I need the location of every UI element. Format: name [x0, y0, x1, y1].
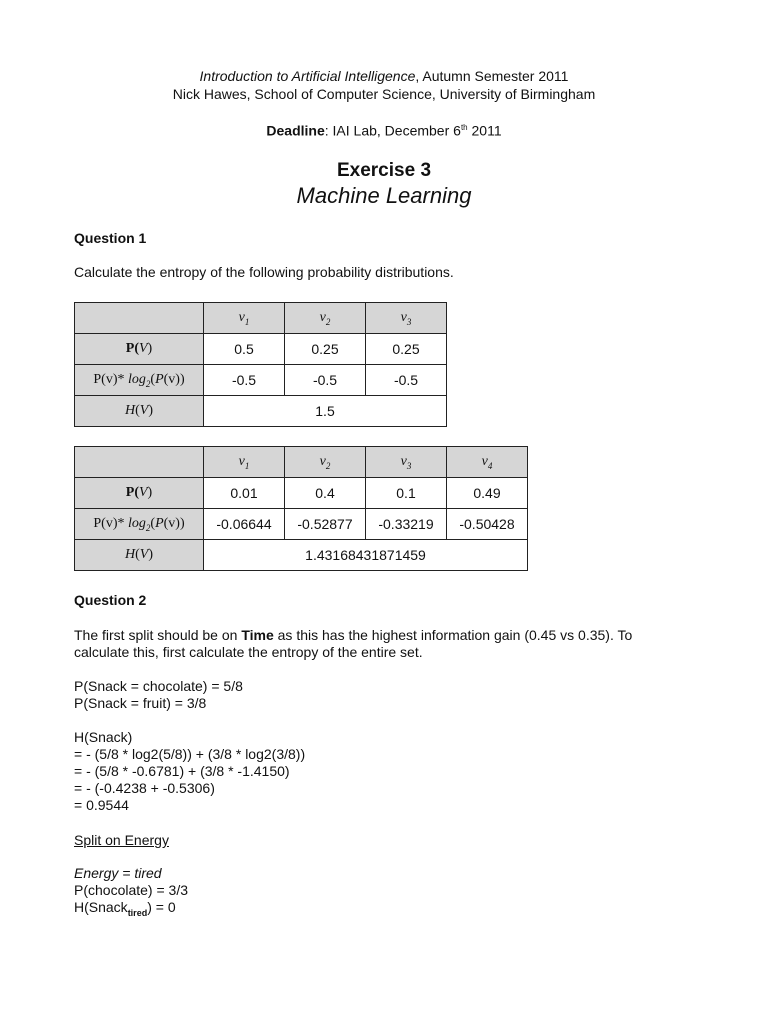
deadline-text: : IAI Lab, December 6 — [324, 122, 461, 139]
table-cell: -0.50428 — [447, 509, 528, 540]
calc-line: = - (5/8 * log2(5/8)) + (3/8 * log2(3/8)) — [74, 746, 306, 762]
col-header: $v_1$ — [204, 447, 285, 478]
table-cell: 0.25 — [285, 334, 366, 365]
table-header-row — [75, 447, 528, 478]
deadline-label: Deadline — [266, 122, 325, 139]
author-line: Nick Hawes, School of Computer Science, University of Birmingham — [172, 86, 596, 102]
semester: , Autumn Semester 2011 — [415, 68, 569, 84]
question-2-heading: Question 2 — [74, 592, 147, 608]
para-bold: Time — [241, 627, 274, 643]
table-cell: 0.5 — [204, 334, 285, 365]
col-header: $v_1$ — [204, 303, 285, 334]
table-cell: -0.5 — [204, 365, 285, 396]
page-subtitle: Machine Learning — [296, 183, 472, 208]
table-cell: -0.5 — [366, 365, 447, 396]
split-heading: Split on Energy — [74, 832, 169, 848]
table-cell: -0.52877 — [285, 509, 366, 540]
entropy-value: 1.5 — [204, 396, 447, 427]
row-label-p: P(V) — [75, 334, 204, 365]
entropy-tired-suffix: ) = 0 — [147, 899, 176, 915]
table-cell: -0.06644 — [204, 509, 285, 540]
para-text: as this has the highest information gain (0.45 vs 0.35). To — [273, 627, 633, 643]
question-1-prompt: Calculate the entropy of the following probability distributions. — [74, 264, 454, 280]
entropy-table-2 — [74, 446, 528, 571]
table-row — [75, 396, 447, 427]
course-line — [0, 68, 768, 85]
row-label-plog: P(v)* $\log_2(P(v))$ — [75, 365, 204, 396]
table-row — [75, 365, 447, 396]
question-2-paragraph — [74, 627, 632, 661]
entropy-tired-prefix: H(Snack — [74, 899, 128, 915]
row-label-p: P(V) — [75, 478, 204, 509]
row-label-plog: P(v)* $\log_2(P(v))$ — [75, 509, 204, 540]
row-label-h: H(V) — [75, 396, 204, 427]
col-header: $v_3$ — [366, 447, 447, 478]
entropy-tired — [74, 899, 188, 922]
energy-label: Energy = tired — [74, 865, 162, 881]
para-text: The first split should be on — [74, 627, 242, 643]
table-cell: 0.25 — [366, 334, 447, 365]
calc-line: = - (-0.4238 + -0.5306) — [74, 780, 215, 796]
entropy-tired-sub: tired — [127, 907, 148, 918]
col-header: $v_2$ — [285, 447, 366, 478]
deadline-year: 2011 — [467, 122, 502, 139]
calc-line: H(Snack) — [74, 729, 133, 745]
deadline-sup: th — [460, 123, 468, 132]
table-row — [75, 540, 528, 571]
prob-fruit: P(Snack = fruit) = 3/8 — [74, 695, 207, 711]
table-cell: 0.49 — [447, 478, 528, 509]
row-label-h: H(V) — [75, 540, 204, 571]
prob-chocolate: P(Snack = chocolate) = 5/8 — [74, 678, 243, 694]
table-cell: -0.33219 — [366, 509, 447, 540]
table-cell: -0.5 — [285, 365, 366, 396]
prob-chocolate-tired: P(chocolate) = 3/3 — [74, 882, 189, 898]
para-text: calculate this, first calculate the entropy of the entire set. — [74, 644, 423, 660]
page-title: Exercise 3 — [336, 160, 432, 181]
question-1-heading: Question 1 — [74, 230, 147, 246]
entropy-value: 1.43168431871459 — [204, 540, 528, 571]
table-corner — [75, 447, 204, 478]
calc-line: = 0.9544 — [74, 797, 129, 813]
table-row — [75, 509, 528, 540]
table-cell: 0.1 — [366, 478, 447, 509]
calc-line: = - (5/8 * -0.6781) + (3/8 * -1.4150) — [74, 763, 290, 779]
table-cell: 0.01 — [204, 478, 285, 509]
table-cell: 0.4 — [285, 478, 366, 509]
table-header-row — [75, 303, 447, 334]
deadline-line — [0, 119, 768, 140]
entropy-calc — [74, 729, 305, 814]
col-header: $v_3$ — [366, 303, 447, 334]
energy-case — [74, 865, 188, 922]
course-title: Introduction to Artificial Intelligence — [199, 68, 416, 84]
table-row — [75, 478, 528, 509]
table-corner — [75, 303, 204, 334]
col-header: $v_2$ — [285, 303, 366, 334]
entropy-table-1 — [74, 302, 447, 427]
prob-lines — [74, 678, 243, 712]
col-header: $v_4$ — [447, 447, 528, 478]
table-row — [75, 334, 447, 365]
